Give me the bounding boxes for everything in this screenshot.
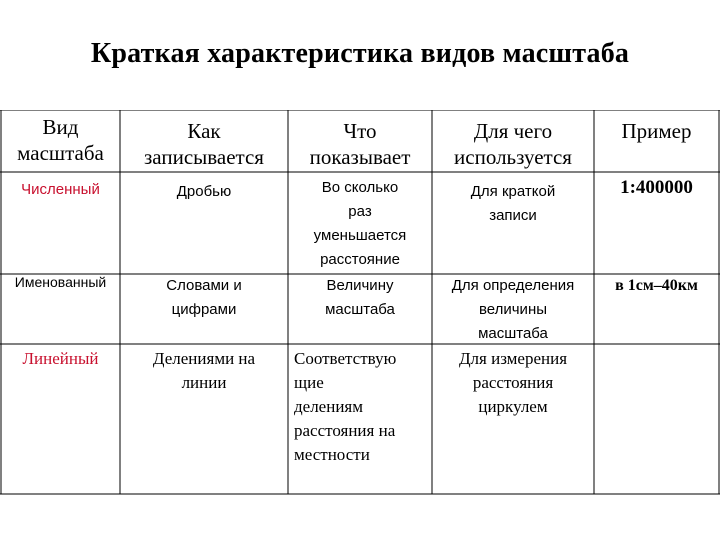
row-label-linear: Линейный (22, 349, 99, 368)
page-title: Краткая характеристика видов масштаба (90, 38, 630, 69)
header-how-written: Как записывается (144, 119, 264, 169)
row-numeric-purpose: Для краткой записи (470, 183, 556, 224)
row-linear-what: Соответствую щие делениям расстояния на местности (294, 349, 397, 464)
row-numeric-how: Дробью (176, 183, 232, 200)
row-numeric-what: Во сколько раз уменьшается расстояние (313, 179, 407, 268)
row-named-how: Словами и цифрами (166, 277, 242, 318)
row-linear-purpose: Для измерения расстояния циркулем (458, 349, 568, 416)
row-label-numeric: Численный (21, 181, 100, 198)
row-linear-how: Делениями на линии (152, 349, 256, 392)
row-numeric-example: 1:400000 (620, 177, 693, 198)
header-what-shows: Что показывает (309, 119, 411, 169)
header-scale-type: Вид масштаба (17, 115, 104, 165)
row-label-named: Именованный (14, 274, 107, 290)
row-named-what: Величину масштаба (325, 277, 395, 318)
header-example: Пример (621, 119, 692, 143)
row-named-purpose: Для определения величины масштаба (451, 277, 575, 342)
header-purpose: Для чего используется (454, 119, 572, 169)
row-named-example: в 1см–40км (615, 277, 698, 294)
